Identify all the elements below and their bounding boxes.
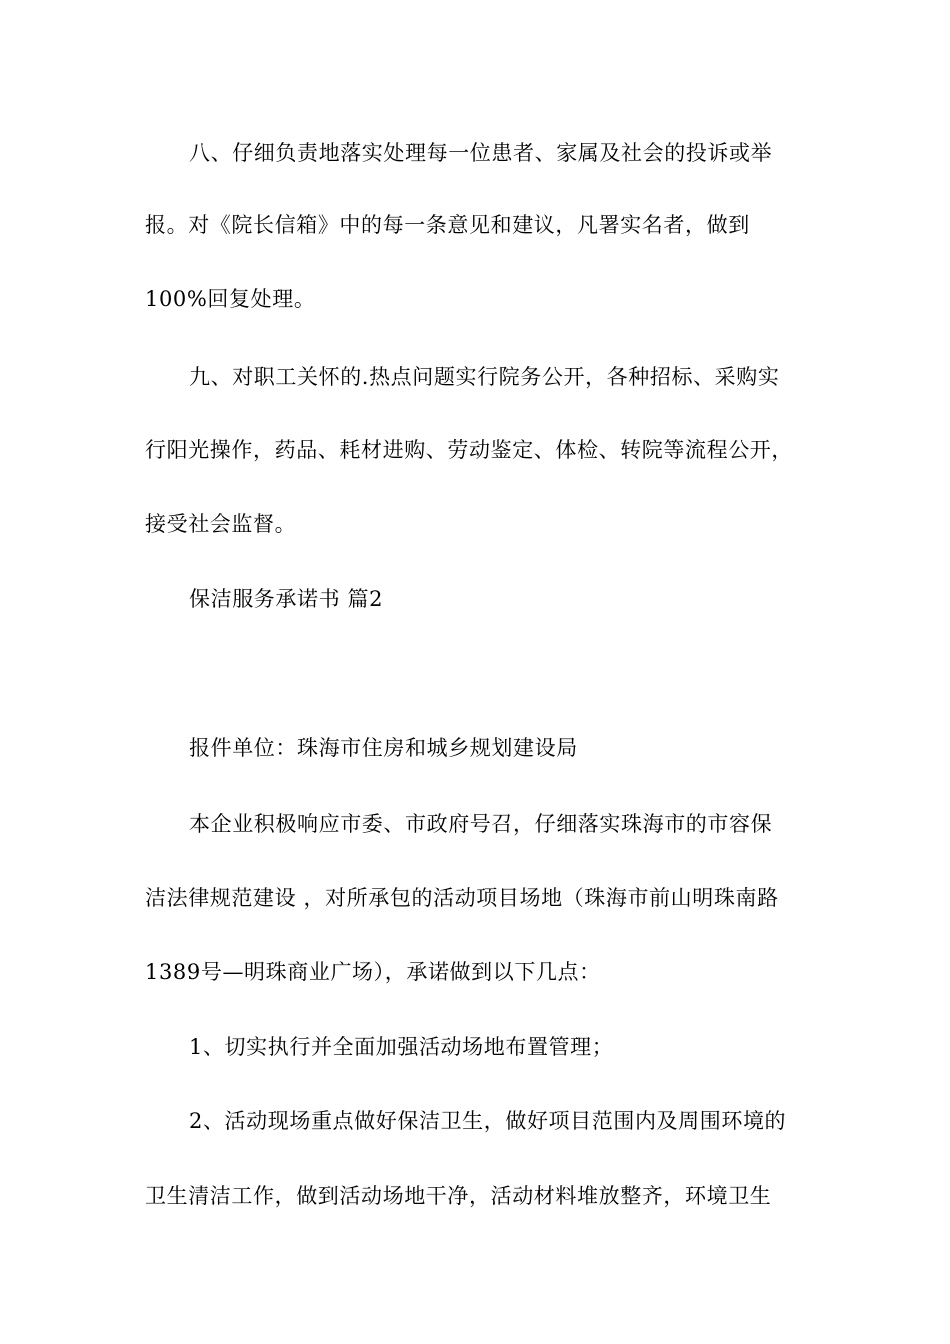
paragraph-8-line-1: 八、仔细负责地落实处理每一位患者、家属及社会的投诉或举: [189, 141, 773, 165]
intro-line-2: 洁法律规范建设 ，对所承包的活动项目场地（珠海市前山明珠南路: [145, 886, 779, 910]
report-unit: 报件单位：珠海市住房和城乡规划建设局: [189, 736, 578, 760]
intro-line-3: 1389号—明珠商业广场），承诺做到以下几点：: [145, 960, 601, 984]
item-1: 1、切实执行并全面加强活动场地布置管理；: [189, 1035, 614, 1059]
intro-line-1: 本企业积极响应市委、市政府号召，仔细落实珠海市的市容保: [189, 812, 773, 836]
paragraph-8-line-2: 报。对《院长信箱》中的每一条意见和建议，凡署实名者，做到: [145, 213, 750, 237]
paragraph-9-line-3: 接受社会监督。: [145, 512, 297, 536]
paragraph-9-line-1: 九、对职工关怀的.热点问题实行院务公开，各种招标、采购实: [189, 365, 780, 389]
paragraph-9-line-2: 行阳光操作，药品、耗材进购、劳动鉴定、体检、转院等流程公开，: [145, 438, 793, 462]
item-2-line-2: 卫生清洁工作，做到活动场地干净，活动材料堆放整齐，环境卫生: [145, 1184, 772, 1208]
section-heading: 保洁服务承诺书 篇2: [189, 587, 384, 611]
item-2-line-1: 2、活动现场重点做好保洁卫生，做好项目范围内及周围环境的: [189, 1109, 787, 1133]
paragraph-8-line-3: 100%回复处理。: [145, 287, 316, 311]
